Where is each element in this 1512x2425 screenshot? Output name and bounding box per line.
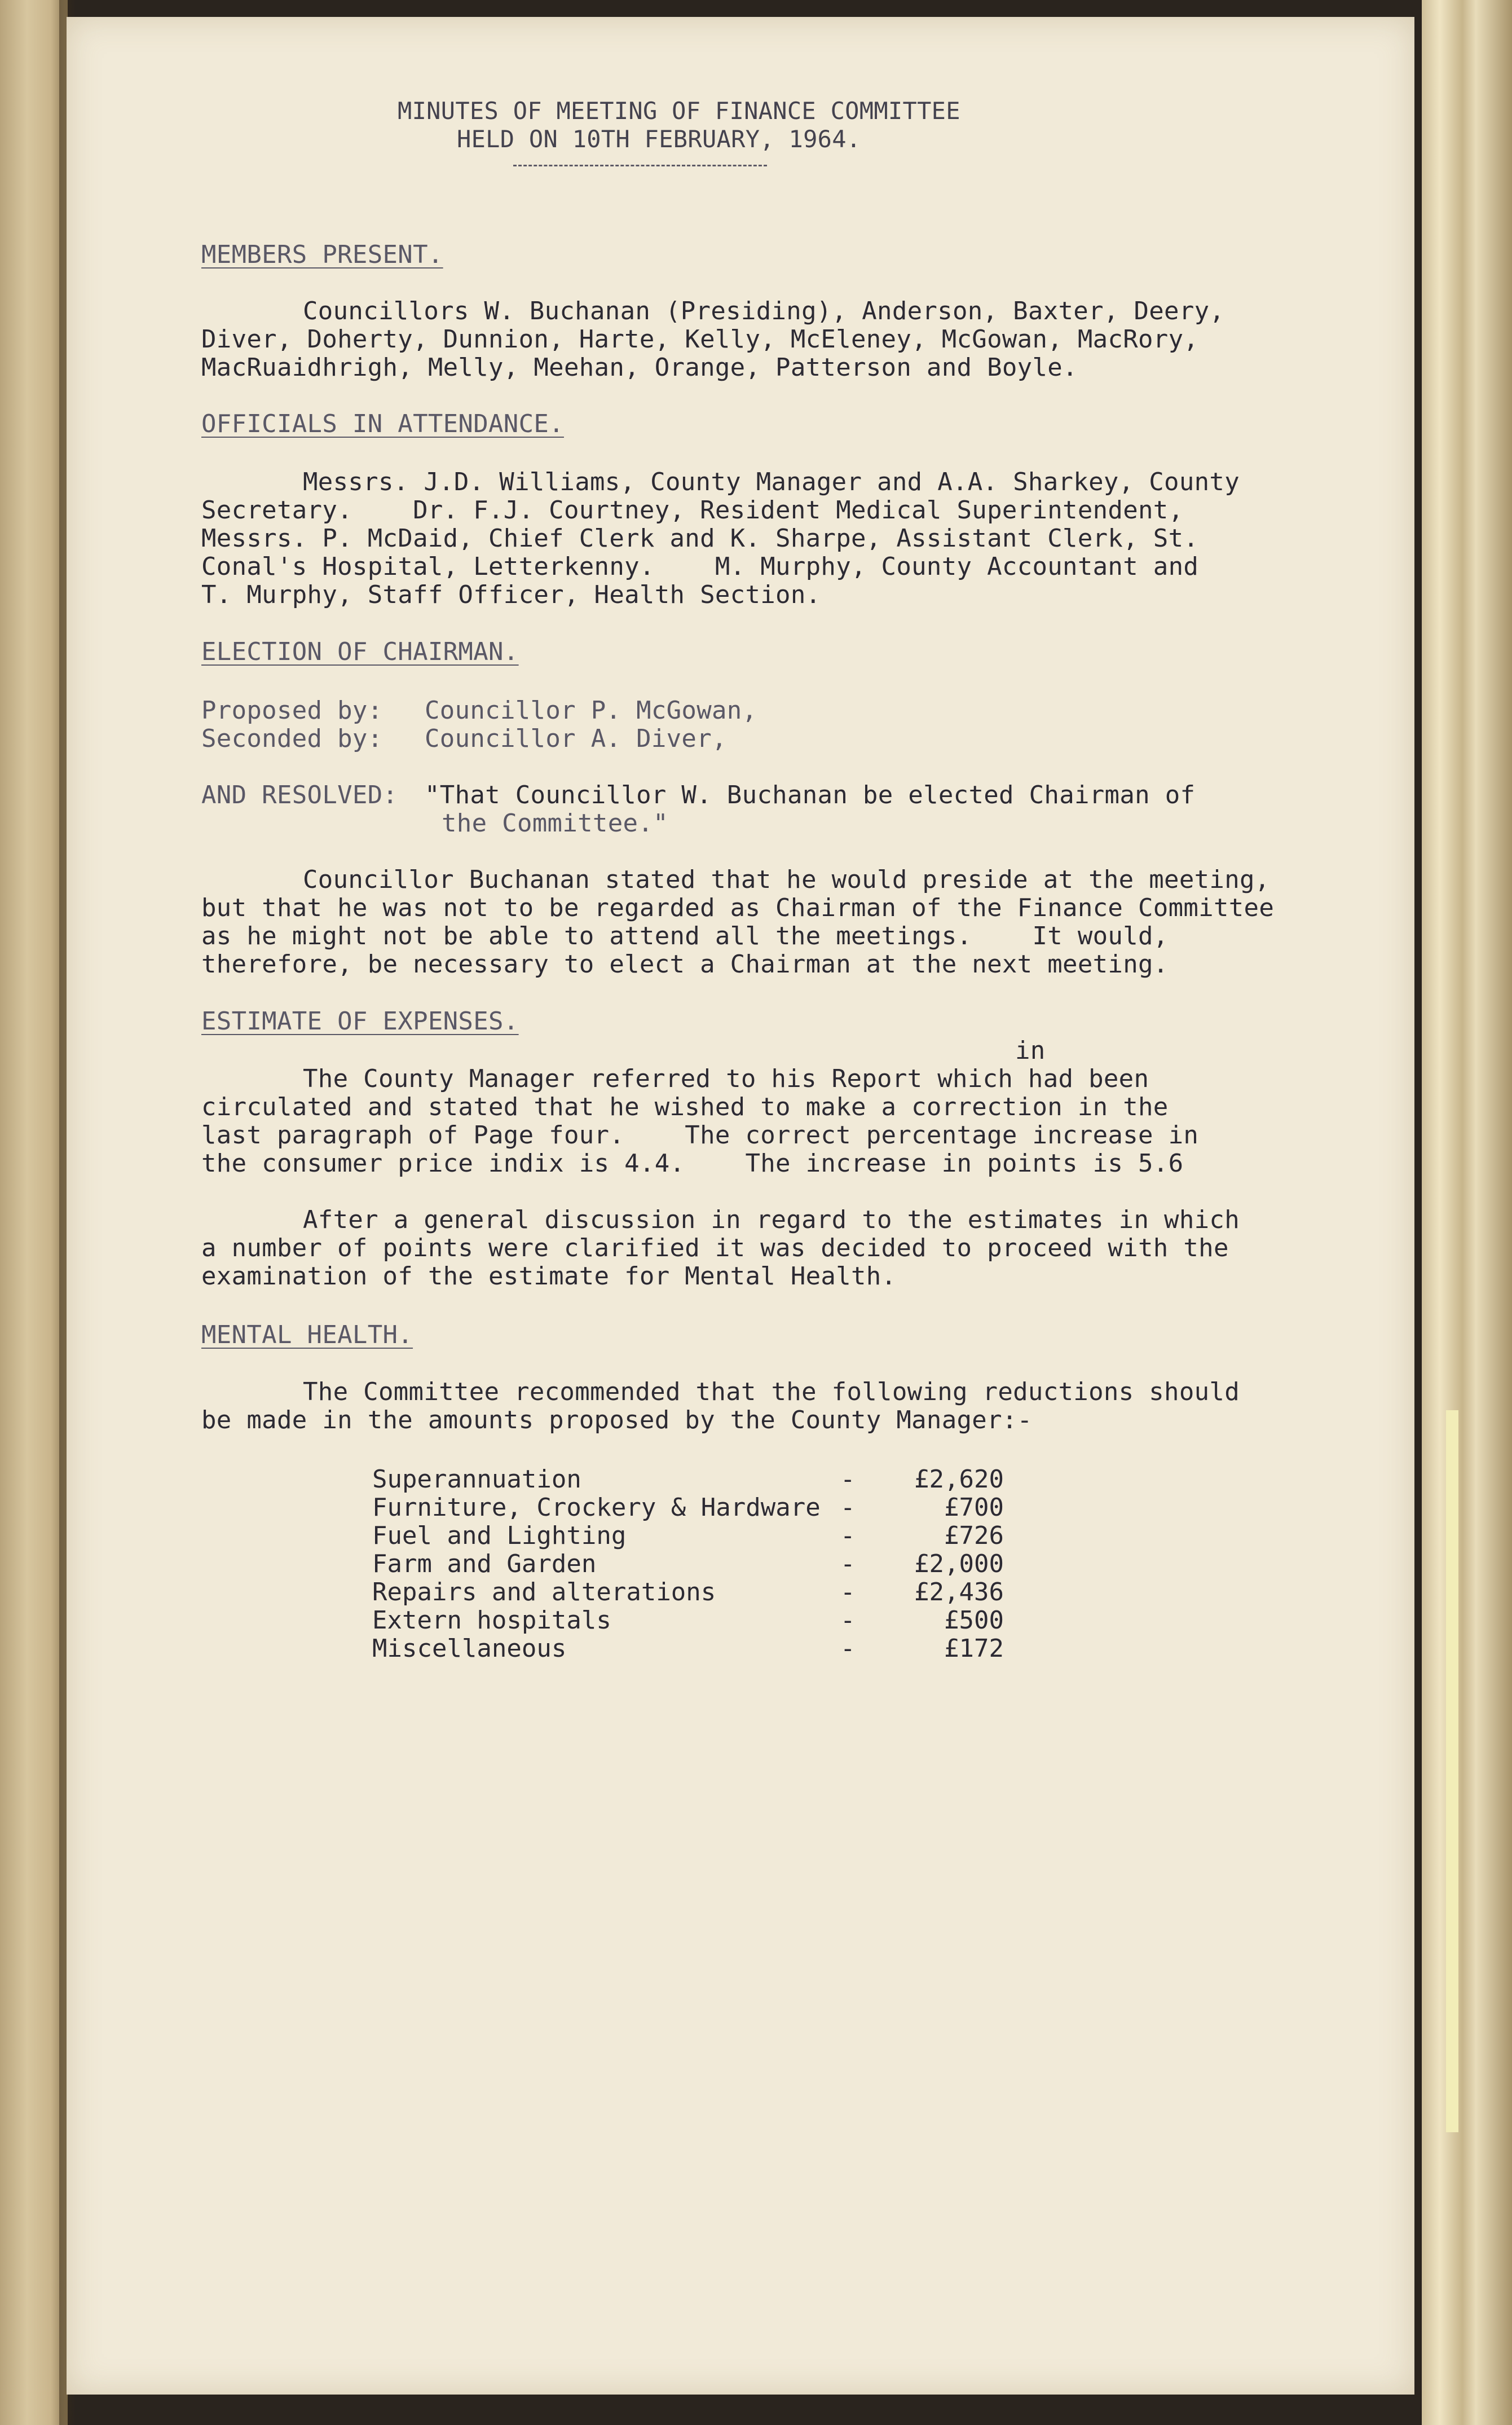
resolution-line: "That Councillor W. Buchanan be elected Chairman of xyxy=(425,781,1196,809)
estimate-paragraph-line: After a general discussion in regard to the estimates in which xyxy=(303,1205,1240,1234)
reduction-amount: £172 xyxy=(944,1634,1004,1663)
reduction-dash: - xyxy=(840,1634,856,1663)
resolved-label: AND RESOLVED: xyxy=(201,781,398,809)
officials-heading: OFFICIALS IN ATTENDANCE. xyxy=(201,410,564,438)
reduction-row xyxy=(372,1465,1004,1494)
estimate-paragraph-line: circulated and stated that he wished to make a correction in the xyxy=(201,1093,1169,1121)
reduction-dash: - xyxy=(840,1465,856,1494)
statement-line: as he might not be able to attend all the meetings. It would, xyxy=(201,922,1169,950)
reduction-dash: - xyxy=(840,1493,856,1522)
resolution-line: the Committee." xyxy=(442,809,668,838)
reduction-item: Fuel and Lighting xyxy=(372,1521,627,1550)
reduction-amount: £2,000 xyxy=(914,1550,1004,1578)
estimate-paragraph-line: a number of points were clarified it was decided to proceed with the xyxy=(201,1234,1229,1262)
mental-health-intro-line: be made in the amounts proposed by the County Manager:- xyxy=(201,1406,1033,1434)
book-binding xyxy=(0,0,68,2425)
margin-note: in xyxy=(1015,1036,1046,1065)
mental-health-heading: MENTAL HEALTH. xyxy=(201,1321,413,1349)
estimate-paragraph-line: examination of the estimate for Mental Health. xyxy=(201,1262,897,1291)
reduction-item: Superannuation xyxy=(372,1465,581,1494)
reduction-amount: £700 xyxy=(944,1493,1004,1522)
estimate-heading: ESTIMATE OF EXPENSES. xyxy=(201,1007,519,1036)
reduction-row xyxy=(372,1607,1004,1635)
statement-line: therefore, be necessary to elect a Chairman at the next meeting. xyxy=(201,950,1169,979)
reduction-amount: £2,620 xyxy=(914,1465,1004,1494)
reduction-dash: - xyxy=(840,1578,856,1607)
proposed-label: Proposed by: xyxy=(201,696,383,725)
document-title-line-2: HELD ON 10TH FEBRUARY, 1964. xyxy=(457,125,861,153)
reduction-row xyxy=(372,1578,1004,1607)
statement-line: Councillor Buchanan stated that he would preside at the meeting, xyxy=(303,865,1270,894)
election-heading: ELECTION OF CHAIRMAN. xyxy=(201,637,519,666)
page-edges xyxy=(1422,0,1512,2425)
officials-line: Messrs. J.D. Williams, County Manager and A.A. Sharkey, County xyxy=(303,468,1240,496)
members-line: MacRuaidhrigh, Melly, Meehan, Orange, Patterson and Boyle. xyxy=(201,353,1078,382)
reduction-item: Furniture, Crockery & Hardware xyxy=(372,1493,821,1522)
document-title-line-1: MINUTES OF MEETING OF FINANCE COMMITTEE xyxy=(398,97,960,125)
officials-line: Messrs. P. McDaid, Chief Clerk and K. Sharpe, Assistant Clerk, St. xyxy=(201,524,1199,553)
proposed-value: Councillor P. McGowan, xyxy=(425,696,757,725)
reduction-row xyxy=(372,1550,1004,1578)
reduction-row xyxy=(372,1494,1004,1522)
mental-health-intro-line: The Committee recommended that the following reductions should xyxy=(303,1377,1240,1406)
seconded-value: Councillor A. Diver, xyxy=(425,724,727,753)
seconded-label: Seconded by: xyxy=(201,724,383,753)
members-present-heading: MEMBERS PRESENT. xyxy=(201,240,443,269)
officials-line: T. Murphy, Staff Officer, Health Section. xyxy=(201,580,821,609)
title-underline xyxy=(513,165,767,166)
reduction-dash: - xyxy=(840,1606,856,1635)
officials-line: Conal's Hospital, Letterkenny. M. Murphy, County Accountant and xyxy=(201,552,1199,581)
paper-marker-strip xyxy=(1446,1410,1458,2132)
reduction-item: Repairs and alterations xyxy=(372,1578,716,1607)
reduction-dash: - xyxy=(840,1521,856,1550)
reduction-row xyxy=(372,1522,1004,1550)
statement-line: but that he was not to be regarded as Chairman of the Finance Committee xyxy=(201,894,1275,922)
reduction-item: Extern hospitals xyxy=(372,1606,611,1635)
estimate-paragraph-line: the consumer price indix is 4.4. The increase in points is 5.6 xyxy=(201,1149,1184,1178)
reduction-item: Farm and Garden xyxy=(372,1550,597,1578)
reduction-item: Miscellaneous xyxy=(372,1634,567,1663)
reduction-amount: £500 xyxy=(944,1606,1004,1635)
estimate-paragraph-line: The County Manager referred to his Report which had been xyxy=(303,1064,1149,1093)
members-line: Diver, Doherty, Dunnion, Harte, Kelly, McEleney, McGowan, MacRory, xyxy=(201,325,1199,354)
reduction-amount: £2,436 xyxy=(914,1578,1004,1607)
reduction-row xyxy=(372,1635,1004,1663)
reduction-dash: - xyxy=(840,1550,856,1578)
estimate-paragraph-line: last paragraph of Page four. The correct percentage increase in xyxy=(201,1121,1199,1150)
officials-line: Secretary. Dr. F.J. Courtney, Resident Medical Superintendent, xyxy=(201,496,1184,525)
members-line: Councillors W. Buchanan (Presiding), Anderson, Baxter, Deery, xyxy=(303,297,1225,325)
reduction-amount: £726 xyxy=(944,1521,1004,1550)
